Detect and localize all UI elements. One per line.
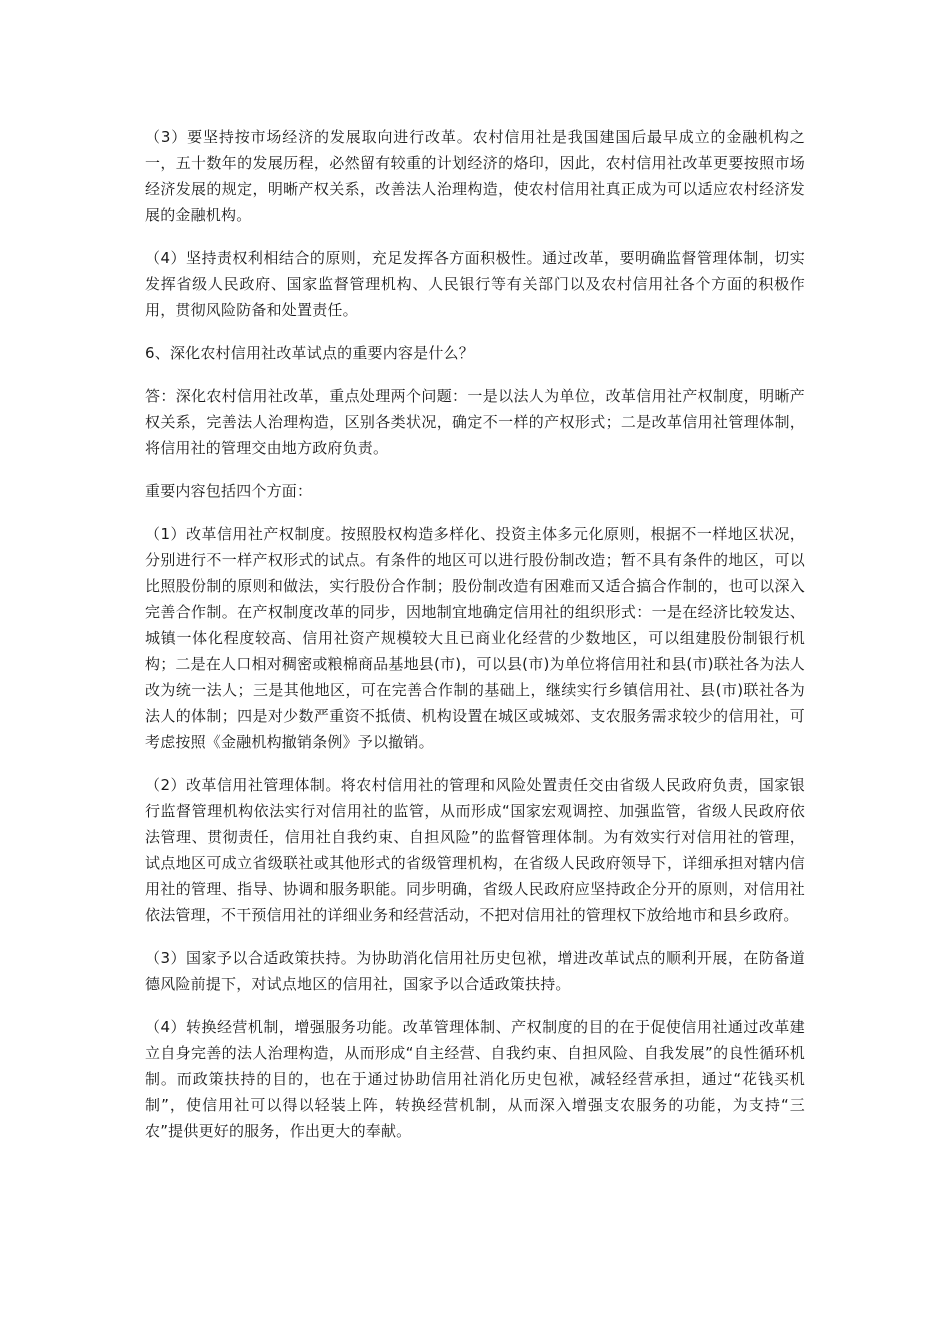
- content-intro: 重要内容包括四个方面：: [145, 482, 313, 500]
- paragraph-principle-4: （4）坚持责权利相结合的原则，充足发挥各方面积极性。通过改革，要明确监督管理体制，切实发挥省级人民政府、国家监督管理机构、人民银行等有关部门以及农村信用社各个方面的积极作用，贯彻风险防备和处置责任。: [145, 249, 805, 319]
- paragraph-content-3: （3）国家予以合适政策扶持。为协助消化信用社历史包袱，增进改革试点的顺利开展，在防备道德风险前提下，对试点地区的信用社，国家予以合适政策扶持。: [145, 949, 805, 993]
- document-page: [145, 124, 805, 1161]
- paragraph-content-2: （2）改革信用社管理体制。将农村信用社的管理和风险处置责任交由省级人民政府负责，国家银行监督管理机构依法实行对信用社的监管，从而形成“国家宏观调控、加强监管，省级人民政府依法管理、贯彻责任，信用社自我约束、自担风险”的监督管理体制。为有效实行对信用社的管理，试点地区可成立省级联社或其他形式的省级管理机构，在省级人民政府领导下，详细承担对辖内信用社的管理、指导、协调和服务职能。同步明确，省级人民政府应坚持政企分开的原则，对信用社依法管理，不干预信用社的详细业务和经营活动，不把对信用社的管理权下放给地市和县乡政府。: [145, 776, 805, 924]
- paragraph-principle-3: （3）要坚持按市场经济的发展取向进行改革。农村信用社是我国建国后最早成立的金融机构之一，五十数年的发展历程，必然留有较重的计划经济的烙印，因此，农村信用社改革更要按照市场经济发展的规定，明晰产权关系，改善法人治理构造，使农村信用社真正成为可以适应农村经济发展的金融机构。: [145, 128, 805, 224]
- paragraph-content-4: （4）转换经营机制，增强服务功能。改革管理体制、产权制度的目的在于促使信用社通过改革建立自身完善的法人治理构造，从而形成“自主经营、自我约束、自担风险、自我发展”的良性循环机制。而政策扶持的目的，也在于通过协助信用社消化历史包袱，减轻经营承担，通过“花钱买机制”，使信用社可以得以轻装上阵，转换经营机制，从而深入增强支农服务的功能，为支持“三农”提供更好的服务，作出更大的奉献。: [145, 1018, 805, 1140]
- question-heading: 6、深化农村信用社改革试点的重要内容是什么？: [145, 344, 474, 362]
- answer-paragraph: 答：深化农村信用社改革，重点处理两个问题：一是以法人为单位，改革信用社产权制度，明晰产权关系，完善法人治理构造，区别各类状况，确定不一样的产权形式；二是改革信用社管理体制，将信用社的管理交由地方政府负责。: [145, 387, 805, 457]
- paragraph-content-1: （1）改革信用社产权制度。按照股权构造多样化、投资主体多元化原则，根据不一样地区状况，分别进行不一样产权形式的试点。有条件的地区可以进行股份制改造；暂不具有条件的地区，可以比照股份制的原则和做法，实行股份合作制；股份制改造有困难而又适合搞合作制的，也可以深入完善合作制。在产权制度改革的同步，因地制宜地确定信用社的组织形式：一是在经济比较发达、城镇一体化程度较高、信用社资产规模较大且已商业化经营的少数地区，可以组建股份制银行机构；二是在人口相对稠密或粮棉商品基地县(市)，可以县(市)为单位将信用社和县(市)联社各为法人改为统一法人；三是其他地区，可在完善合作制的基础上，继续实行乡镇信用社、县(市)联社各为法人的体制；四是对少数严重资不抵债、机构设置在城区或城郊、支农服务需求较少的信用社，可考虑按照《金融机构撤销条例》予以撤销。: [145, 525, 805, 751]
